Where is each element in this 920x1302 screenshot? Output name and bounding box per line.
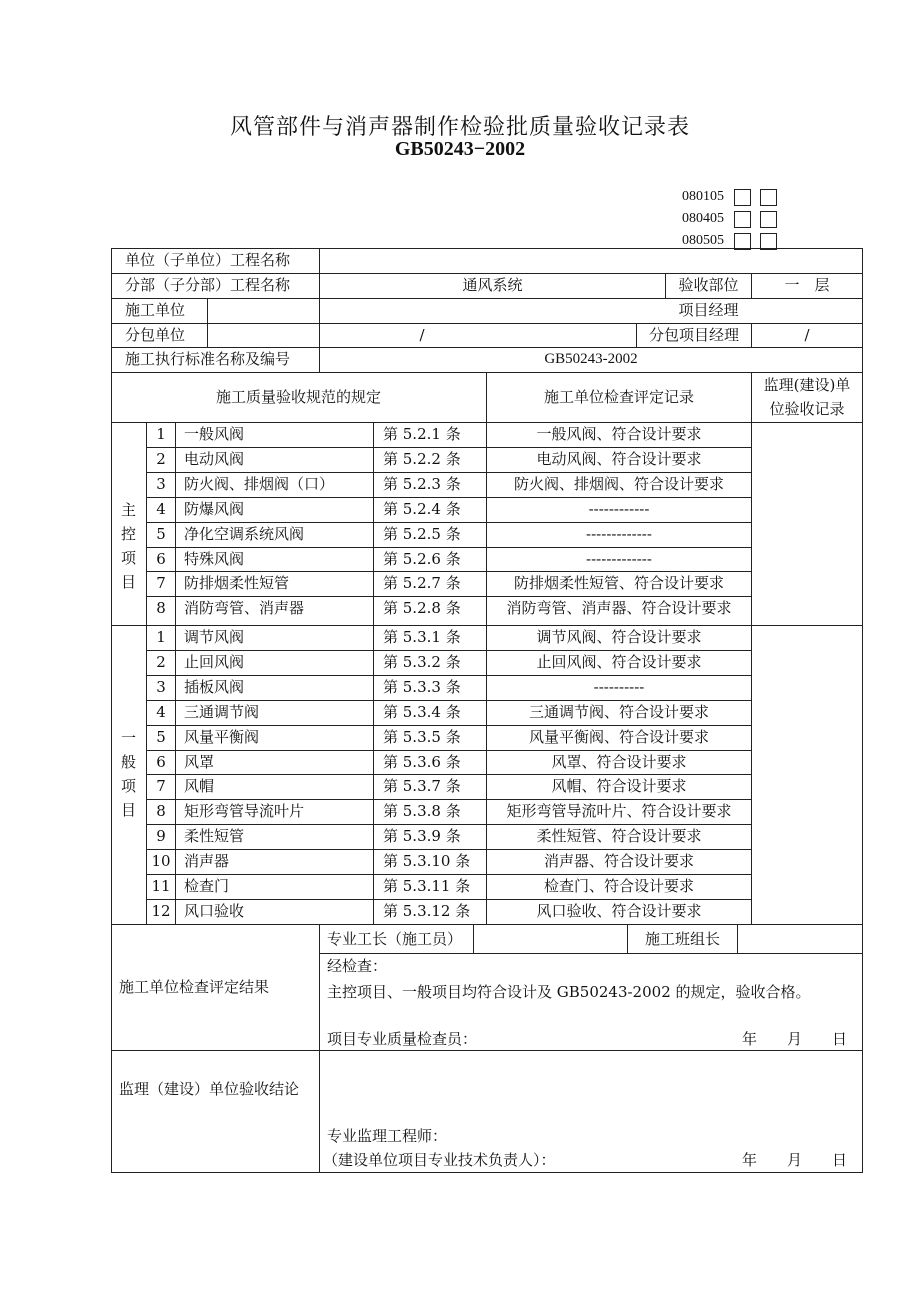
- item-check-record[interactable]: 柔性短管、符合设计要求: [536, 827, 702, 845]
- item-clause: 第 5.3.10 条: [383, 852, 471, 870]
- item-clause: 第 5.2.1 条: [383, 425, 461, 443]
- item-name: 调节风阀: [184, 628, 245, 646]
- item-name: 检查门: [184, 877, 230, 895]
- sub-project-value[interactable]: 通风系统: [462, 276, 523, 294]
- item-clause: 第 5.3.5 条: [383, 728, 461, 746]
- item-clause: 第 5.3.1 条: [383, 628, 461, 646]
- item-check-record[interactable]: 风量平衡阀、符合设计要求: [528, 728, 709, 746]
- construction-unit-label: 施工单位: [125, 301, 186, 319]
- code-checkbox[interactable]: [760, 233, 777, 250]
- item-clause: 第 5.3.12 条: [383, 902, 471, 920]
- item-number: 6: [156, 550, 166, 568]
- item-number: 3: [156, 475, 166, 493]
- subcontract-manager-value[interactable]: /: [804, 326, 810, 344]
- spec-column-header: 施工质量验收规范的规定: [215, 388, 381, 406]
- code-checkbox[interactable]: [734, 211, 751, 228]
- item-clause: 第 5.2.7 条: [383, 574, 461, 592]
- item-number: 7: [156, 574, 166, 592]
- subcontract-unit-label: 分包单位: [125, 326, 186, 344]
- item-check-record[interactable]: 矩形弯管导流叶片、符合设计要求: [506, 802, 732, 820]
- item-clause: 第 5.3.4 条: [383, 703, 461, 721]
- item-number: 8: [156, 802, 166, 820]
- acceptance-part-value[interactable]: 一 层: [784, 276, 830, 294]
- item-check-record[interactable]: 电动风阀、符合设计要求: [536, 450, 702, 468]
- subcontract-unit-value[interactable]: /: [419, 326, 425, 344]
- project-manager-label: 项目经理: [678, 301, 739, 319]
- item-name: 三通调节阀: [184, 703, 260, 721]
- item-check-record[interactable]: 防火阀、排烟阀、符合设计要求: [513, 475, 724, 493]
- construction-date: 年 月 日: [742, 1030, 848, 1048]
- item-check-record[interactable]: -------------: [586, 550, 652, 568]
- item-clause: 第 5.2.8 条: [383, 599, 461, 617]
- code-checkbox[interactable]: [734, 189, 751, 206]
- form-code-row: [682, 186, 786, 208]
- item-number: 5: [156, 728, 166, 746]
- item-check-record[interactable]: 调节风阀、符合设计要求: [536, 628, 702, 646]
- item-clause: 第 5.3.11 条: [383, 877, 471, 895]
- item-number: 8: [156, 599, 166, 617]
- item-clause: 第 5.3.6 条: [383, 753, 461, 771]
- general-section-label: 一般项目: [120, 729, 136, 819]
- subcontract-manager-label: 分包项目经理: [648, 326, 739, 344]
- item-check-record[interactable]: 风帽、符合设计要求: [551, 777, 687, 795]
- supervision-engineer-label: 专业监理工程师：: [327, 1127, 448, 1145]
- item-name: 净化空调系统风阀: [184, 525, 305, 543]
- form-code: 080405: [682, 211, 724, 226]
- sub-project-label: 分部（子分部）工程名称: [125, 276, 291, 294]
- item-check-record[interactable]: 止回风阀、符合设计要求: [536, 653, 702, 671]
- item-check-record[interactable]: ------------: [588, 500, 650, 518]
- item-check-record[interactable]: -------------: [586, 525, 652, 543]
- item-name: 柔性短管: [184, 827, 245, 845]
- inspector-label: 项目专业质量检查员：: [327, 1030, 478, 1048]
- item-name: 风口验收: [184, 902, 245, 920]
- item-number: 5: [156, 525, 166, 543]
- item-number: 2: [156, 450, 166, 468]
- item-name: 一般风阀: [184, 425, 245, 443]
- item-number: 9: [156, 827, 166, 845]
- construction-conclusion: 主控项目、一般项目均符合设计及 GB50243-2002 的规定，验收合格。: [327, 983, 811, 1001]
- code-checkbox[interactable]: [760, 189, 777, 206]
- item-number: 1: [156, 425, 166, 443]
- standard-value[interactable]: GB50243-2002: [544, 351, 638, 367]
- item-check-record[interactable]: 检查门、符合设计要求: [543, 877, 694, 895]
- item-name: 风量平衡阀: [184, 728, 260, 746]
- item-check-record[interactable]: ----------: [593, 678, 645, 696]
- item-check-record[interactable]: 消防弯管、消声器、符合设计要求: [506, 599, 732, 617]
- item-number: 4: [156, 500, 166, 518]
- item-check-record[interactable]: 风口验收、符合设计要求: [536, 902, 702, 920]
- item-number: 6: [156, 753, 166, 771]
- item-name: 防火阀、排烟阀（口）: [184, 475, 335, 493]
- inspection-table: [111, 248, 863, 1173]
- item-clause: 第 5.2.2 条: [383, 450, 461, 468]
- item-name: 消声器: [184, 852, 230, 870]
- item-number: 12: [151, 902, 171, 920]
- form-code: 080505: [682, 233, 724, 248]
- item-number: 11: [151, 877, 171, 895]
- item-clause: 第 5.2.5 条: [383, 525, 461, 543]
- standard-label: 施工执行标准名称及编号: [125, 350, 291, 368]
- item-number: 4: [156, 703, 166, 721]
- code-checkbox[interactable]: [760, 211, 777, 228]
- form-code-list: [682, 186, 786, 252]
- item-clause: 第 5.2.4 条: [383, 500, 461, 518]
- item-name: 风帽: [184, 777, 215, 795]
- item-check-record[interactable]: 风罩、符合设计要求: [551, 753, 687, 771]
- item-clause: 第 5.2.6 条: [383, 550, 461, 568]
- supervision-column-header: 监理(建设)单位验收记录: [763, 376, 851, 418]
- item-number: 2: [156, 653, 166, 671]
- item-number: 10: [151, 852, 171, 870]
- unit-project-label: 单位（子单位）工程名称: [125, 251, 291, 269]
- construction-result-label: 施工单位检查评定结果: [119, 978, 270, 996]
- item-check-record[interactable]: 三通调节阀、符合设计要求: [528, 703, 709, 721]
- item-check-record[interactable]: 一般风阀、符合设计要求: [536, 425, 702, 443]
- supervision-date: 年 月 日: [742, 1151, 848, 1169]
- item-name: 止回风阀: [184, 653, 245, 671]
- foreman-label: 专业工长（施工员）: [327, 930, 463, 948]
- standard-code: GB50243−2002: [394, 138, 526, 160]
- team-leader-label: 施工班组长: [644, 930, 720, 948]
- item-number: 1: [156, 628, 166, 646]
- item-clause: 第 5.3.9 条: [383, 827, 461, 845]
- check-column-header: 施工单位检查评定记录: [543, 388, 694, 406]
- item-name: 矩形弯管导流叶片: [184, 802, 305, 820]
- item-clause: 第 5.3.3 条: [383, 678, 461, 696]
- item-clause: 第 5.3.8 条: [383, 802, 461, 820]
- item-name: 电动风阀: [184, 450, 245, 468]
- main-section-label: 主控项目: [120, 501, 136, 591]
- item-clause: 第 5.3.2 条: [383, 653, 461, 671]
- item-number: 3: [156, 678, 166, 696]
- form-title: 风管部件与消声器制作检验批质量验收记录表: [229, 115, 690, 140]
- item-clause: 第 5.2.3 条: [383, 475, 461, 493]
- item-name: 特殊风阀: [184, 550, 245, 568]
- item-check-record[interactable]: 消声器、符合设计要求: [543, 852, 694, 870]
- form-code: 080105: [682, 189, 724, 204]
- item-name: 消防弯管、消声器: [184, 599, 305, 617]
- supervision-result-label: 监理（建设）单位验收结论: [119, 1080, 300, 1098]
- code-checkbox[interactable]: [734, 233, 751, 250]
- checked-label: 经检查：: [327, 957, 388, 975]
- owner-tech-label: （建设单位项目专业技术负责人）：: [323, 1151, 556, 1169]
- item-clause: 第 5.3.7 条: [383, 777, 461, 795]
- item-name: 防排烟柔性短管: [184, 574, 290, 592]
- form-code-row: [682, 208, 786, 230]
- item-number: 7: [156, 777, 166, 795]
- item-check-record[interactable]: 防排烟柔性短管、符合设计要求: [513, 574, 724, 592]
- item-name: 插板风阀: [184, 678, 245, 696]
- acceptance-part-label: 验收部位: [678, 276, 739, 294]
- item-name: 防爆风阀: [184, 500, 245, 518]
- item-name: 风罩: [184, 753, 215, 771]
